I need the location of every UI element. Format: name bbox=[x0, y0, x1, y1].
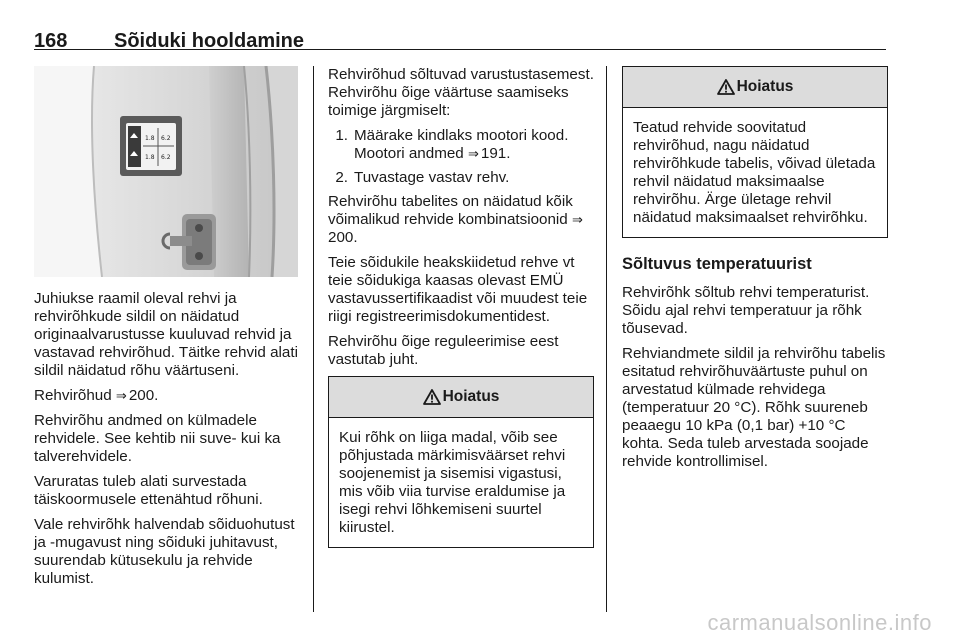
list-item bbox=[328, 169, 594, 187]
door-pillar-illustration bbox=[34, 66, 298, 277]
paragraph: Varuratas tuleb alati survestada täiskoormusele ettenähtud rõhuni. bbox=[34, 473, 263, 508]
section-heading: Sõltuvus temperatuurist bbox=[622, 255, 812, 273]
step-text: Tuvastage vastav rehv. bbox=[354, 169, 510, 186]
page-header bbox=[34, 10, 886, 50]
paragraph: Rehvirõhk sõltub rehvi temperaturist. Sõidu ajal rehvi temperatuur ja rõhk tõusevad. bbox=[622, 284, 870, 337]
paragraph: Teie sõidukile heakskiidetud rehve vt teie sõidukiga kaasas olevast EMÜ vastavussertifikaadist või muudest teie riigi registreerimisdokumentidest. bbox=[328, 254, 588, 325]
step-list bbox=[328, 127, 594, 187]
watermark: carmanualsonline.info bbox=[707, 610, 932, 635]
tyre-label-figure bbox=[34, 66, 298, 277]
paragraph: Rehvirõhu andmed on külmadele rehvidele. See kehtib nii suve- kui ka talverehvidele. bbox=[34, 412, 281, 465]
column-middle bbox=[328, 66, 594, 548]
page-reference[interactable]: 200. bbox=[128, 387, 159, 404]
label-cell: 1.8 bbox=[145, 154, 155, 161]
column-divider-left bbox=[313, 66, 314, 612]
page-reference-arrow-icon[interactable]: ⇒ bbox=[115, 388, 127, 403]
page-reference-arrow-icon[interactable]: ⇒ bbox=[467, 146, 479, 161]
paragraph: Juhiukse raamil oleval rehvi ja rehvirõhkude sildil on näidatud originaalvarustusse kuuluvad rehvid ja vastavad rehvirõhud. Täitke rehvid alati sildil näidatud rõhu väärtuseni. bbox=[34, 290, 298, 379]
paragraph: Vale rehvirõhk halvendab sõiduohutust ja -mugavust ning sõiduki juhitavust, suurendab kütusekulu ja rehvide kulumist. bbox=[34, 516, 295, 587]
paragraph-with-reference bbox=[34, 387, 300, 405]
warning-title: Hoiatus bbox=[442, 388, 500, 405]
paragraph: Rehvirõhu õige reguleerimise eest vastutab juht. bbox=[328, 333, 559, 368]
page-reference[interactable]: 200. bbox=[328, 229, 358, 246]
warning-header bbox=[623, 67, 887, 108]
warning-header bbox=[329, 377, 593, 418]
page-number: 168 bbox=[34, 30, 68, 52]
label-cell: 6.2 bbox=[161, 135, 171, 142]
paragraph-with-reference bbox=[328, 193, 594, 247]
step-text: Määrake kindlaks mootori kood. Mootori andmed bbox=[354, 127, 569, 162]
label-cell: 1.8 bbox=[145, 135, 155, 142]
warning-triangle-icon bbox=[423, 389, 441, 405]
step-number: 1. bbox=[335, 127, 348, 144]
warning-triangle-icon bbox=[717, 79, 735, 95]
paragraph: Rehvirõhud sõltuvad varustustasemest. Rehvirõhu õige väärtuse saamiseks toimige järgmiselt: bbox=[328, 66, 594, 119]
list-item bbox=[328, 127, 594, 163]
warning-body: Teatud rehvide soovitatud rehvirõhud, nagu näidatud rehvirõhkude tabelis, võivad ületada rehvil näidatud maksimaalse rehvirõhu. Ärge ületage rehvil näidatud maksimaalset rehvirõhku. bbox=[633, 119, 876, 226]
chapter-title: Sõiduki hooldamine bbox=[114, 30, 305, 52]
paragraph: Rehviandmete sildil ja rehvirõhu tabelis esitatud rehvirõhuväärtuste puhul on arvestatud külmade rehvidega (temperatuur 20 °C). Rõhk suureneb peaaegu 10 kPa (0,1 bar) +10 °C kohta. Seda tuleb arvestada soojade rehvide kontrollimisel. bbox=[622, 345, 886, 470]
reference-label: Rehvirõhu tabelites on näidatud kõik võimalikud rehvide kombinatsioonid bbox=[328, 193, 573, 228]
warning-body: Kui rõhk on liiga madal, võib see põhjustada märkimisväärset rehvi soojenemist ja sisemisi vigastusi, mis võib viia turvise eraldumise ja isegi rehvi lõhkemiseni suurtel kiirustel. bbox=[339, 429, 566, 536]
label-cell: 6.2 bbox=[161, 154, 171, 161]
page-reference[interactable]: 191. bbox=[480, 145, 511, 162]
warning-box bbox=[622, 66, 888, 238]
column-divider-right bbox=[606, 66, 607, 612]
step-number: 2. bbox=[335, 169, 348, 186]
column-left bbox=[34, 290, 300, 595]
page-reference-arrow-icon[interactable]: ⇒ bbox=[572, 212, 583, 227]
warning-box bbox=[328, 376, 594, 548]
column-right bbox=[622, 66, 888, 478]
warning-title: Hoiatus bbox=[736, 78, 794, 95]
tyre-pressure-label bbox=[120, 116, 182, 176]
reference-label: Rehvirõhud bbox=[34, 387, 112, 404]
